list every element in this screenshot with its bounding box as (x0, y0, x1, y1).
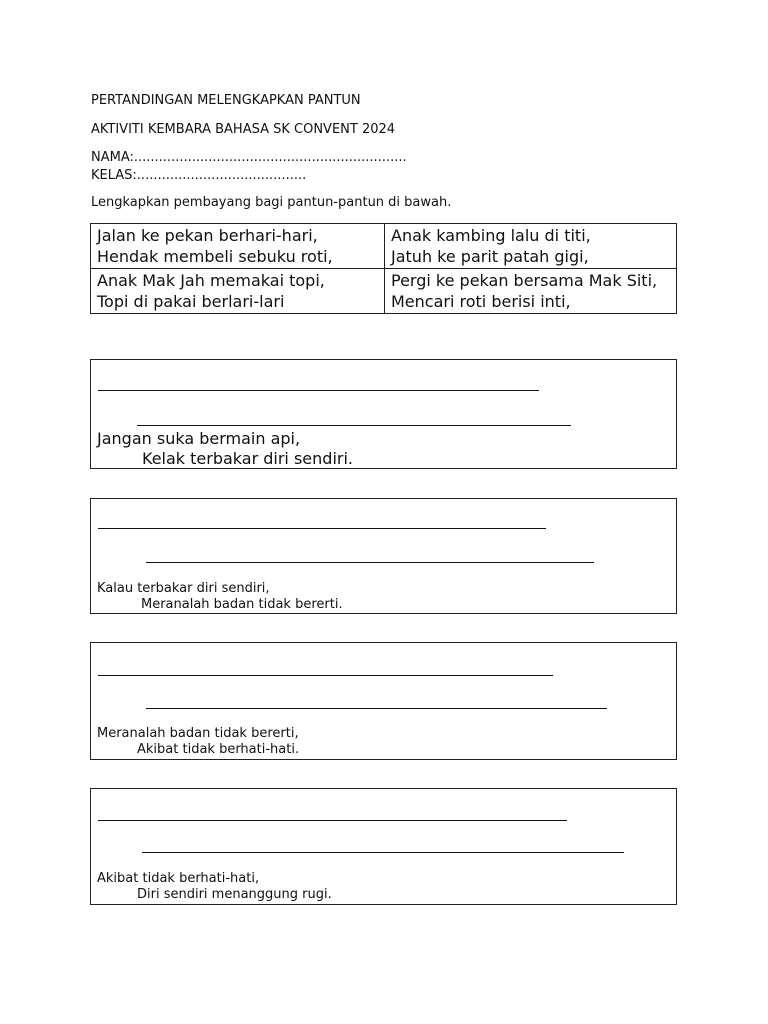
instruction-text: Lengkapkan pembayang bagi pantun-pantun di bawah. (91, 195, 452, 210)
answer-line-1[interactable] (98, 528, 546, 529)
cell-text: Pergi ke pekan bersama Mak Siti, Mencari roti berisi inti, (391, 271, 658, 311)
table-cell (91, 269, 385, 314)
answer-line-2[interactable] (146, 708, 607, 709)
table-cell (385, 224, 677, 269)
answer-line-2[interactable] (137, 425, 571, 426)
cell-text: Jalan ke pekan berhari-hari, Hendak membeli sebuku roti, (97, 226, 333, 266)
class-field: KELAS:......................................... (91, 168, 307, 183)
worksheet-title: PERTANDINGAN MELENGKAPKAN PANTUN (91, 93, 361, 108)
pembayang-line-3: Akibat tidak berhati-hati, (97, 871, 260, 886)
answer-line-2[interactable] (142, 852, 624, 853)
pantun-box-1 (90, 359, 677, 469)
pembayang-options-table (90, 223, 677, 314)
cell-text: Anak Mak Jah memakai topi, Topi di pakai berlari-lari (97, 271, 325, 311)
cell-text: Anak kambing lalu di titi, Jatuh ke parit patah gigi, (391, 226, 591, 266)
pembayang-line-3: Meranalah badan tidak bererti, (97, 726, 299, 741)
pembayang-line-4: Akibat tidak berhati-hati. (137, 742, 300, 757)
table-cell (91, 224, 385, 269)
table-row (91, 269, 677, 314)
name-field: NAMA:.................................................................. (91, 150, 407, 165)
pembayang-line-3: Jangan suka bermain api, (97, 429, 301, 448)
answer-line-1[interactable] (98, 820, 567, 821)
pantun-box-3 (90, 642, 677, 760)
pembayang-line-3: Kalau terbakar diri sendiri, (97, 581, 270, 596)
pembayang-line-4: Meranalah badan tidak bererti. (141, 597, 343, 612)
answer-line-1[interactable] (98, 390, 539, 391)
pantun-box-2 (90, 498, 677, 614)
answer-line-2[interactable] (146, 562, 594, 563)
table-cell (385, 269, 677, 314)
pembayang-line-4: Diri sendiri menanggung rugi. (137, 887, 332, 902)
activity-subtitle: AKTIVITI KEMBARA BAHASA SK CONVENT 2024 (91, 122, 396, 137)
table-row (91, 224, 677, 269)
answer-line-1[interactable] (98, 675, 553, 676)
pembayang-line-4: Kelak terbakar diri sendiri. (142, 449, 353, 468)
pantun-box-4 (90, 788, 677, 905)
